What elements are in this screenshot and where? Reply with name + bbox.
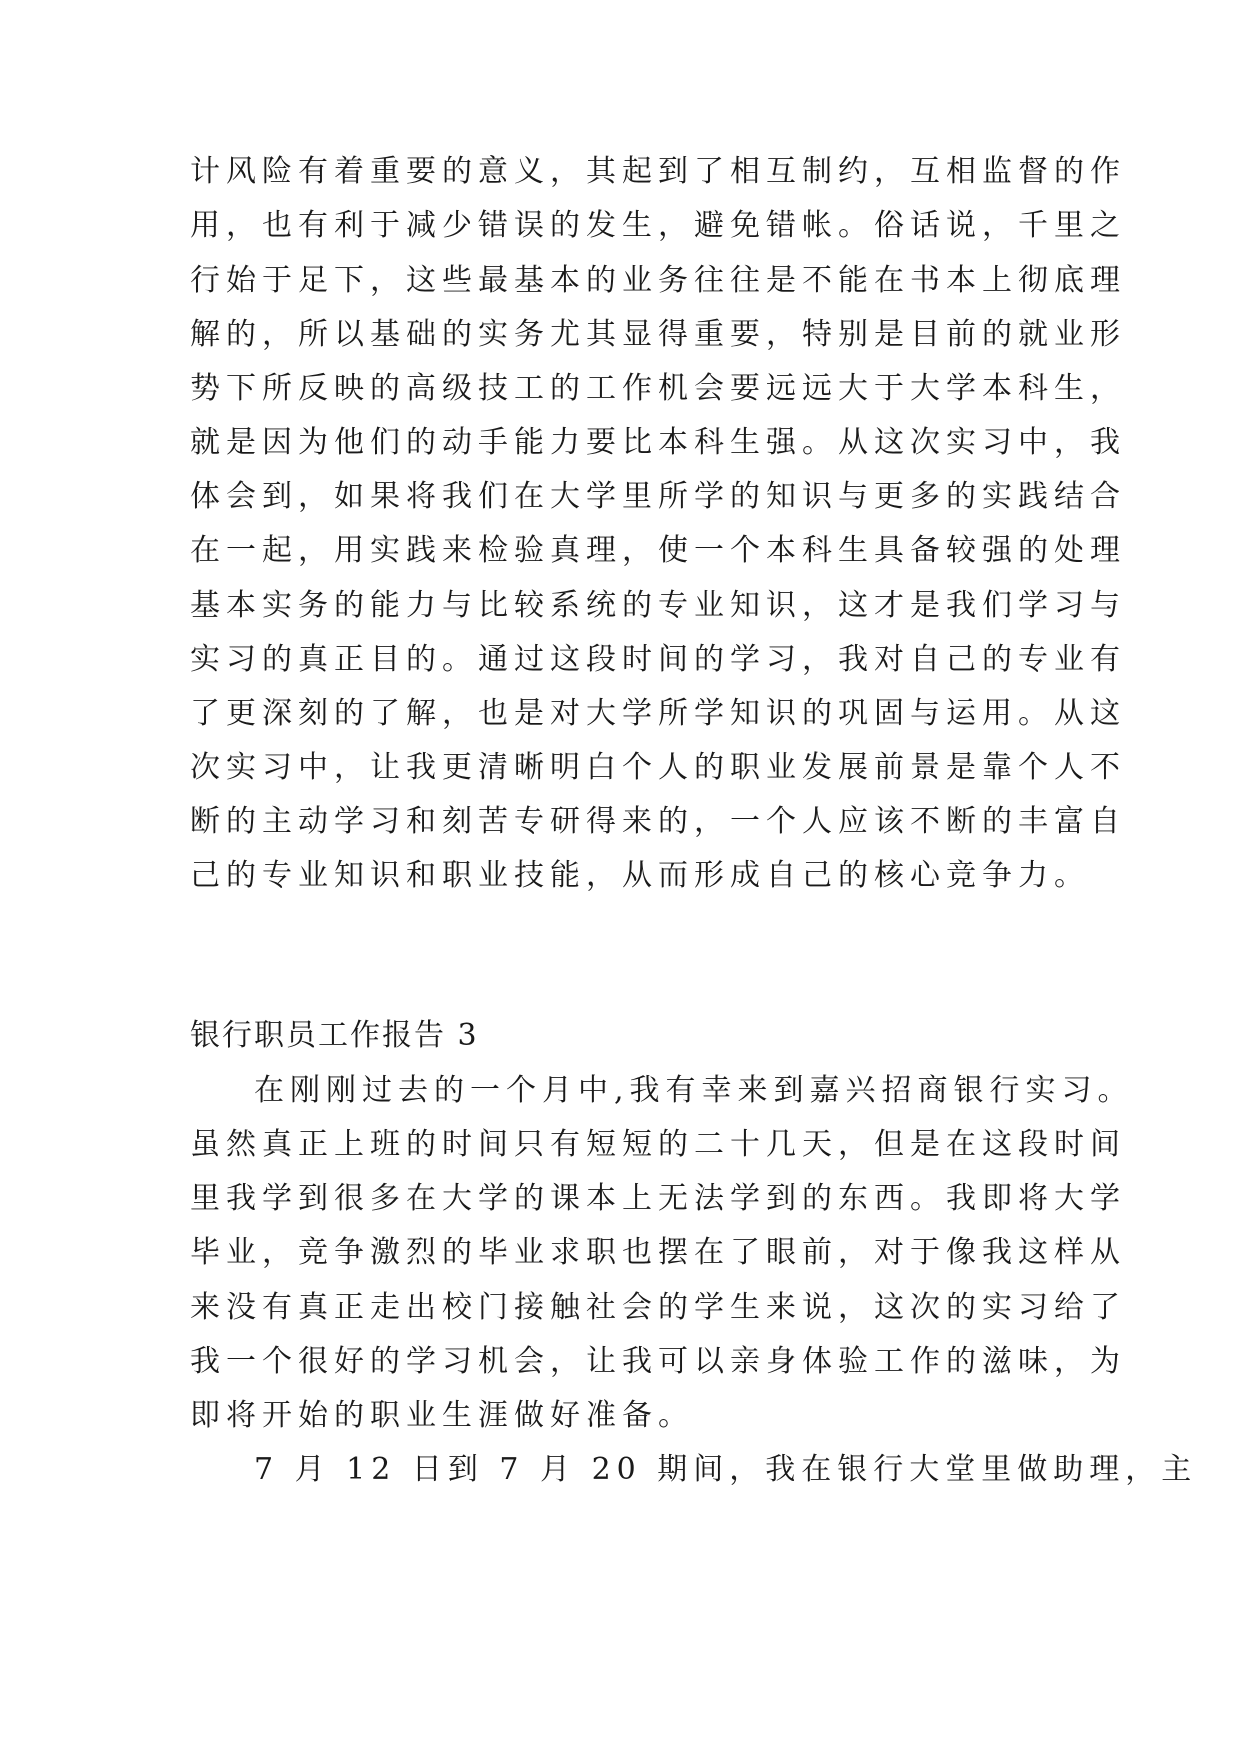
- paragraph-line: 在刚刚过去的一个月中,我有幸来到嘉兴招商银行实习。: [254, 1073, 1134, 1108]
- paragraph-line: 了更深刻的了解，也是对大学所学知识的巩固与运用。从这: [190, 696, 1126, 731]
- paragraph-line: 体会到，如果将我们在大学里所学的知识与更多的实践结合: [190, 479, 1126, 514]
- paragraph-line: 次实习中，让我更清晰明白个人的职业发展前景是靠个人不: [190, 750, 1126, 785]
- paragraph-line: 里我学到很多在大学的课本上无法学到的东西。我即将大学: [190, 1181, 1126, 1216]
- section-title: 银行职员工作报告 3: [190, 1018, 479, 1053]
- paragraph-line: 己的专业知识和职业技能，从而形成自己的核心竞争力。: [190, 858, 1090, 893]
- paragraph-line: 即将开始的职业生涯做好准备。: [190, 1398, 694, 1433]
- paragraph-line: 在一起，用实践来检验真理，使一个本科生具备较强的处理: [190, 533, 1126, 568]
- paragraph-line: 计风险有着重要的意义，其起到了相互制约，互相监督的作: [190, 154, 1126, 189]
- paragraph-line: 毕业，竞争激烈的毕业求职也摆在了眼前，对于像我这样从: [190, 1235, 1126, 1270]
- paragraph-line: 7 月 12 日到 7 月 20 期间，我在银行大堂里做助理，主: [254, 1452, 1198, 1487]
- paragraph-line: 势下所反映的高级技工的工作机会要远远大于大学本科生，: [190, 371, 1126, 406]
- paragraph-line: 用，也有利于减少错误的发生，避免错帐。俗话说，千里之: [190, 208, 1126, 243]
- paragraph-line: 来没有真正走出校门接触社会的学生来说，这次的实习给了: [190, 1290, 1126, 1325]
- paragraph-line: 实习的真正目的。通过这段时间的学习，我对自己的专业有: [190, 642, 1126, 677]
- paragraph-line: 虽然真正上班的时间只有短短的二十几天，但是在这段时间: [190, 1127, 1126, 1162]
- paragraph-line: 行始于足下，这些最基本的业务往往是不能在书本上彻底理: [190, 263, 1126, 298]
- paragraph-line: 解的，所以基础的实务尤其显得重要，特别是目前的就业形: [190, 317, 1126, 352]
- paragraph-line: 就是因为他们的动手能力要比本科生强。从这次实习中，我: [190, 425, 1126, 460]
- paragraph-line: 基本实务的能力与比较系统的专业知识，这才是我们学习与: [190, 588, 1126, 623]
- paragraph-line: 我一个很好的学习机会，让我可以亲身体验工作的滋味，为: [190, 1344, 1126, 1379]
- paragraph-line: 断的主动学习和刻苦专研得来的，一个人应该不断的丰富自: [190, 804, 1126, 839]
